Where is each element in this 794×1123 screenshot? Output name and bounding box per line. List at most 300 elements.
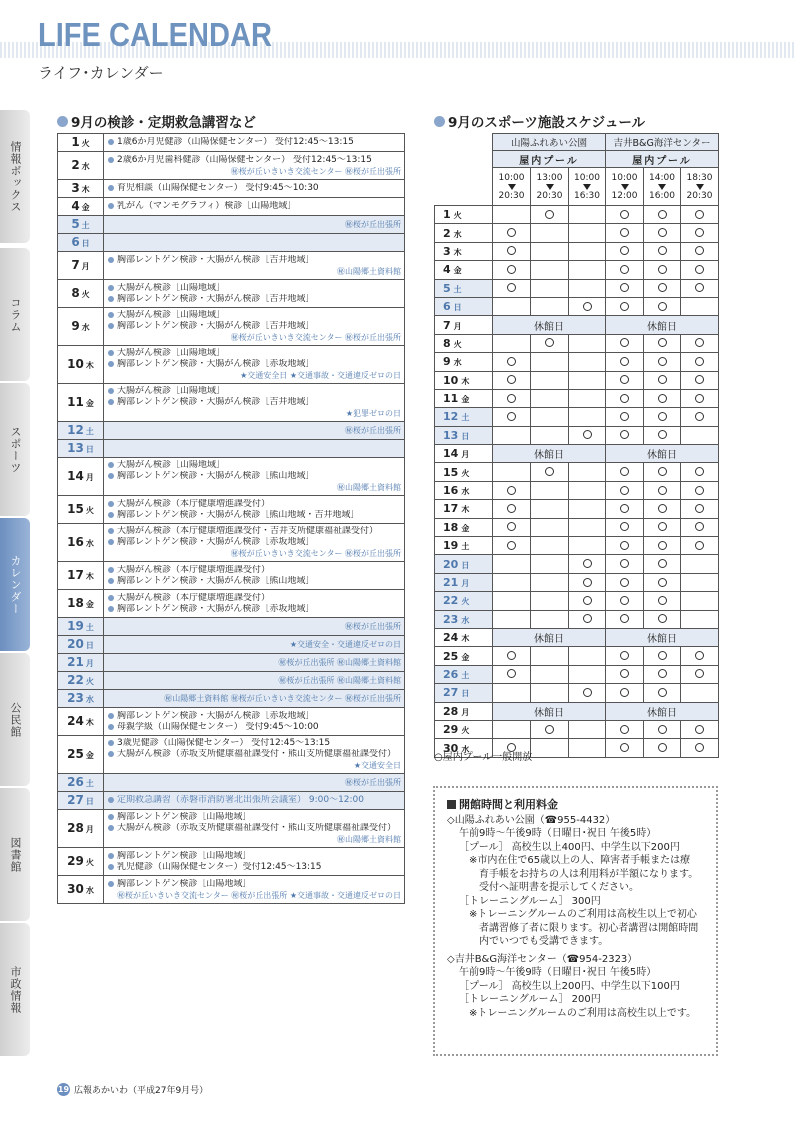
- event-item: [108, 722, 401, 733]
- calendar-events: [104, 384, 405, 422]
- weekday: 土: [85, 778, 94, 788]
- time-end: 12:00: [611, 190, 638, 201]
- slot-cell: [493, 610, 531, 628]
- day-number: 15: [67, 501, 84, 516]
- calendar-row: [58, 690, 405, 708]
- info-heading: [447, 798, 706, 812]
- event-text: 1歳6か月児健診（山陽保健センター） 受付12:45～13:15: [117, 137, 354, 147]
- weekday: 金: [85, 750, 94, 760]
- weekday: 水: [85, 538, 94, 548]
- day-number: 23: [443, 612, 459, 626]
- weekday: 水: [81, 322, 90, 332]
- event-text: 胸部レントゲン検診［山陽地域］: [117, 850, 252, 861]
- weekday: 土: [461, 413, 470, 423]
- slot-cell: [493, 279, 531, 297]
- day-number: 26: [67, 774, 84, 789]
- bullet-icon: [108, 864, 114, 870]
- sports-date: [435, 206, 493, 224]
- calendar-row: [58, 590, 405, 618]
- weekday: 月: [85, 472, 94, 482]
- weekday: 火: [461, 597, 470, 607]
- calendar-row: [58, 496, 405, 524]
- closed-cell: 休館日: [493, 702, 606, 720]
- slot-cell: [606, 665, 644, 683]
- event-text: 胸部レントゲン検診・大腸がん検診［吉井地域］: [117, 397, 315, 407]
- event-text: 大腸がん検診［山陽地域］: [117, 386, 226, 396]
- slot-cell: [681, 647, 719, 665]
- slot-cell: [531, 500, 569, 518]
- sports-date: [435, 353, 493, 371]
- weekday: 木: [85, 571, 94, 581]
- bullet-icon: [108, 361, 114, 367]
- bullet-icon: [108, 853, 114, 859]
- slot-cell: [681, 426, 719, 444]
- slot-cell: [681, 720, 719, 738]
- slot-cell: [493, 518, 531, 536]
- calendar-events: [104, 708, 405, 736]
- open-circle-icon: [695, 265, 704, 274]
- sports-row: [435, 206, 719, 224]
- day-number: 25: [67, 746, 84, 761]
- open-circle-icon: [658, 357, 667, 366]
- weekday: 金: [461, 523, 470, 533]
- event-text: 2歳6か月児歯科健診（山陽保健センター） 受付12:45～13:15: [117, 154, 372, 165]
- sports-date: [435, 408, 493, 426]
- day-number: 1: [71, 134, 80, 149]
- closed-cell: 休館日: [606, 316, 719, 334]
- event-text: 大腸がん検診（本庁健康増進課受付・吉井支所健康福祉課受付）: [117, 526, 379, 536]
- day-number: 6: [71, 234, 80, 249]
- time-slot: [681, 168, 719, 206]
- calendar-date: [58, 736, 104, 774]
- closure-note: ㊙桜が丘いきいき交流センター ㊙桜が丘出張所: [230, 333, 401, 342]
- slot-cell: [681, 665, 719, 683]
- open-circle-icon: [695, 669, 704, 678]
- calendar-date: [58, 774, 104, 792]
- sports-date: [435, 702, 493, 720]
- closure-note: ㊙山陽郷土資料館: [337, 266, 401, 276]
- slot-cell: [493, 242, 531, 260]
- closure-note: ㊙桜が丘いきいき交流センター ㊙桜が丘出張所: [230, 549, 401, 558]
- time-slot: [606, 168, 644, 206]
- open-circle-icon: [695, 246, 704, 255]
- day-number: 8: [443, 336, 451, 350]
- bullet-icon: [108, 501, 114, 507]
- slot-cell: [644, 279, 681, 297]
- slot-cell: [681, 334, 719, 352]
- event-text: 大腸がん検診（本庁健康増進課受付）: [117, 564, 271, 575]
- closed-cell: 休館日: [606, 445, 719, 463]
- info-line: ［トレーニングルーム］ 200円: [459, 994, 601, 1005]
- bullet-icon: [108, 312, 114, 318]
- slot-cell: [493, 481, 531, 499]
- slot-cell: [569, 408, 606, 426]
- pool-label: 屋内プール: [493, 151, 606, 168]
- weekday: 月: [85, 658, 94, 668]
- sports-row: [435, 518, 719, 536]
- weekday: 木: [453, 247, 462, 257]
- weekday: 水: [453, 358, 462, 368]
- side-tab-label: 情報ボックス: [9, 140, 22, 213]
- event-item: [108, 593, 401, 604]
- slot-cell: [606, 242, 644, 260]
- weekday: 木: [81, 184, 90, 194]
- calendar-events: [104, 280, 405, 308]
- day-number: 24: [67, 713, 84, 728]
- open-circle-icon: [507, 228, 516, 237]
- day-number: 17: [67, 567, 84, 582]
- slot-cell: [531, 389, 569, 407]
- calendar-events: [104, 690, 405, 708]
- info-line: ◇吉井B&G海洋センター（☎954-2323）: [447, 953, 638, 965]
- bullet-icon: [108, 512, 114, 518]
- info-line: ［プール］ 高校生以上200円、中学生以下100円: [459, 980, 680, 992]
- event-item: [108, 255, 401, 266]
- bullet-icon: [108, 350, 114, 356]
- open-circle-icon: [695, 394, 704, 403]
- day-number: 11: [443, 392, 459, 406]
- closed-cell: 休館日: [606, 702, 719, 720]
- event-item: [108, 359, 401, 370]
- slot-cell: [531, 647, 569, 665]
- day-number: 23: [67, 690, 84, 705]
- slot-cell: [606, 371, 644, 389]
- slot-cell: [606, 279, 644, 297]
- time-slot: [644, 168, 681, 206]
- open-circle-icon: [507, 412, 516, 421]
- slot-cell: [569, 481, 606, 499]
- day-number: 21: [67, 654, 84, 669]
- open-circle-icon: [507, 394, 516, 403]
- slot-cell: [681, 684, 719, 702]
- slot-cell: [681, 573, 719, 591]
- calendar-events: [104, 736, 405, 774]
- slot-cell: [531, 297, 569, 315]
- side-tab-label: コラム: [9, 296, 22, 333]
- open-circle-icon: [658, 651, 667, 660]
- weekday: 水: [81, 161, 90, 171]
- day-number: 29: [443, 723, 459, 737]
- info-heading-text: 開館時間と利用料金: [459, 798, 558, 811]
- side-tab[interactable]: [0, 653, 30, 786]
- sports-row: [435, 537, 719, 555]
- slot-cell: [531, 518, 569, 536]
- calendar-row: [58, 252, 405, 280]
- open-circle-icon: [695, 725, 704, 734]
- pool-label: 屋内プール: [606, 151, 719, 168]
- open-circle-icon: [620, 541, 629, 550]
- event-item: [108, 537, 401, 548]
- slot-cell: [493, 224, 531, 242]
- bullet-icon: [108, 203, 114, 209]
- calendar-heading: [57, 111, 256, 131]
- slot-cell: [531, 242, 569, 260]
- event-text: 胸部レントゲン検診・大腸がん検診［吉井地域］: [117, 254, 315, 265]
- calendar-date: [58, 134, 104, 152]
- closure-note: ㊙桜が丘いきいき交流センター ㊙桜が丘出張所: [230, 166, 401, 176]
- calendar-date: [58, 708, 104, 736]
- day-number: 28: [443, 704, 459, 718]
- sports-date: [435, 720, 493, 738]
- weekday: 土: [453, 284, 462, 294]
- event-item: [108, 155, 401, 166]
- slot-cell: [606, 647, 644, 665]
- slot-cell: [606, 720, 644, 738]
- event-text: 大腸がん検診［山陽地域］: [117, 348, 226, 358]
- open-circle-icon: [620, 651, 629, 660]
- slot-cell: [531, 555, 569, 573]
- closure-note: ㊙桜が丘出張所: [345, 622, 401, 631]
- bullet-icon: [108, 740, 114, 746]
- open-circle-icon: [583, 688, 592, 697]
- slot-cell: [493, 720, 531, 738]
- side-tab[interactable]: [0, 110, 30, 243]
- event-item: [108, 510, 401, 521]
- side-tab[interactable]: [0, 518, 30, 651]
- day-number: 13: [443, 428, 459, 442]
- calendar-date: [58, 234, 104, 252]
- calendar-date: [58, 876, 104, 904]
- side-tab[interactable]: [0, 383, 30, 516]
- slot-cell: [681, 500, 719, 518]
- weekday: 水: [85, 885, 94, 895]
- open-circle-icon: [695, 651, 704, 660]
- slot-cell: [569, 684, 606, 702]
- open-circle-icon: [507, 375, 516, 384]
- event-text: 大腸がん検診［山陽地域］: [117, 310, 226, 320]
- weekday: 木: [85, 717, 94, 727]
- open-circle-icon: [620, 669, 629, 678]
- day-number: 10: [67, 356, 84, 371]
- open-circle-icon: [620, 504, 629, 513]
- bullet-icon: [108, 399, 114, 405]
- slot-cell: [681, 279, 719, 297]
- open-circle-icon: [620, 578, 629, 587]
- info-line: 育手帳をお持ちの人は利用料が半額になります。: [479, 868, 699, 880]
- sports-date: [435, 647, 493, 665]
- slot-cell: [569, 353, 606, 371]
- calendar-events: [104, 234, 405, 252]
- day-number: 20: [443, 557, 459, 571]
- calendar-date: [58, 308, 104, 346]
- bullet-icon: [108, 473, 114, 479]
- slot-cell: [644, 573, 681, 591]
- day-number: 20: [67, 636, 84, 651]
- open-circle-icon: [507, 486, 516, 495]
- open-circle-icon: [658, 283, 667, 292]
- event-text: 胸部レントゲン検診・大腸がん検診［赤坂地域］: [117, 603, 315, 614]
- open-circle-icon: [620, 430, 629, 439]
- open-circle-icon: [658, 559, 667, 568]
- sports-row: [435, 555, 719, 573]
- event-text: 胸部レントゲン検診・大腸がん検診［熊山地域・吉井地域］: [117, 509, 360, 520]
- weekday: 火: [461, 726, 470, 736]
- time-end: 16:30: [574, 190, 600, 201]
- open-circle-icon: [583, 430, 592, 439]
- slot-cell: [606, 353, 644, 371]
- side-tab-label: 市政情報: [9, 965, 22, 1014]
- closure-note: ㊙桜が丘出張所: [345, 426, 401, 435]
- day-number: 5: [443, 281, 451, 295]
- sports-row: [435, 316, 719, 334]
- calendar-date: [58, 180, 104, 198]
- bullet-icon: [108, 595, 114, 601]
- open-circle-icon: [620, 688, 629, 697]
- open-circle-icon: [507, 669, 516, 678]
- weekday: 金: [81, 202, 90, 212]
- open-circle-icon: [695, 283, 704, 292]
- closure-note: ㊙桜が丘出張所: [345, 220, 401, 229]
- closure-note: ㊙桜が丘出張所: [345, 778, 401, 787]
- time-start: 18:30: [686, 172, 713, 183]
- side-tab[interactable]: [0, 248, 30, 381]
- open-circle-icon: [583, 559, 592, 568]
- slot-cell: [644, 555, 681, 573]
- slot-cell: [606, 481, 644, 499]
- slot-cell: [569, 537, 606, 555]
- slot-cell: [493, 297, 531, 315]
- slot-cell: [644, 610, 681, 628]
- weekday: 金: [461, 395, 470, 405]
- weekday: 木: [461, 634, 470, 644]
- weekday: 月: [81, 261, 90, 271]
- sports-row: [435, 279, 719, 297]
- open-circle-icon: [620, 338, 629, 347]
- calendar-events: [104, 672, 405, 690]
- weekday: 火: [81, 138, 90, 148]
- slot-cell: [569, 426, 606, 444]
- slot-cell: [681, 739, 719, 757]
- open-circle-icon: [658, 596, 667, 605]
- slot-cell: [606, 500, 644, 518]
- bullet-icon: [108, 185, 114, 191]
- sports-date: [435, 555, 493, 573]
- open-circle-icon: [658, 265, 667, 274]
- bullet-icon: [108, 797, 114, 803]
- calendar-date: [58, 252, 104, 280]
- slot-cell: [493, 426, 531, 444]
- sports-row: [435, 720, 719, 738]
- open-circle-icon: [658, 578, 667, 587]
- open-circle-icon: [658, 669, 667, 678]
- open-circle-icon: [658, 246, 667, 255]
- open-circle-icon: [658, 486, 667, 495]
- event-item: [108, 321, 401, 332]
- info-line: ［プール］ 高校生以上400円、中学生以下200円: [459, 841, 680, 853]
- calendar-events: [104, 216, 405, 234]
- event-item: [108, 460, 401, 471]
- weekday: 土: [461, 670, 470, 680]
- weekday: 水: [85, 694, 94, 704]
- calendar-row: [58, 134, 405, 152]
- slot-cell: [493, 573, 531, 591]
- open-circle-icon: [507, 357, 516, 366]
- side-tab-label: カレンダー: [9, 554, 22, 615]
- slot-cell: [493, 389, 531, 407]
- slot-cell: [644, 261, 681, 279]
- open-circle-icon: [545, 725, 554, 734]
- event-item: [108, 201, 401, 212]
- calendar-events: [104, 810, 405, 848]
- slot-cell: [644, 537, 681, 555]
- slot-cell: [531, 279, 569, 297]
- open-circle-icon: [545, 338, 554, 347]
- open-circle-icon: [658, 541, 667, 550]
- bullet-icon: [108, 323, 114, 329]
- sports-row: [435, 665, 719, 683]
- slot-cell: [606, 684, 644, 702]
- calendar-events: [104, 876, 405, 904]
- side-tab-label: 公民館: [9, 701, 22, 738]
- bullet-icon: [108, 751, 114, 757]
- calendar-row: [58, 654, 405, 672]
- open-circle-icon: [658, 302, 667, 311]
- open-circle-icon: [695, 338, 704, 347]
- closure-note: ★交通安全日 ★交通事故・交通違反ゼロの日: [240, 371, 401, 380]
- day-number: 4: [443, 263, 451, 277]
- calendar-row: [58, 280, 405, 308]
- slot-cell: [531, 537, 569, 555]
- slot-cell: [531, 408, 569, 426]
- slot-cell: [569, 224, 606, 242]
- sports-date: [435, 684, 493, 702]
- bullet-icon: [434, 116, 445, 127]
- slot-cell: [606, 592, 644, 610]
- calendar-date: [58, 636, 104, 654]
- time-start: 13:00: [536, 172, 563, 183]
- slot-cell: [606, 224, 644, 242]
- slot-cell: [569, 573, 606, 591]
- closed-cell: 休館日: [493, 316, 606, 334]
- open-circle-icon: [658, 394, 667, 403]
- slot-cell: [606, 463, 644, 481]
- weekday: 金: [85, 398, 94, 408]
- day-number: 6: [443, 300, 451, 314]
- open-circle-icon: [658, 614, 667, 623]
- slot-cell: [681, 371, 719, 389]
- bullet-icon: [108, 724, 114, 730]
- sports-row: [435, 500, 719, 518]
- slot-cell: [569, 647, 606, 665]
- weekday: 火: [453, 211, 462, 221]
- open-circle-icon: [620, 302, 629, 311]
- bullet-icon: [108, 157, 114, 163]
- weekday: 木: [85, 360, 94, 370]
- calendar-events: [104, 134, 405, 152]
- calendar-events: [104, 524, 405, 562]
- side-tab[interactable]: [0, 788, 30, 921]
- sports-date: [435, 242, 493, 260]
- slot-cell: [606, 261, 644, 279]
- slot-cell: [569, 665, 606, 683]
- page-number: 19: [57, 1085, 70, 1094]
- weekday: 土: [81, 220, 90, 230]
- slot-cell: [681, 261, 719, 279]
- weekday: 月: [461, 450, 470, 460]
- side-tab[interactable]: [0, 923, 30, 1056]
- event-item: [108, 499, 401, 510]
- slot-cell: [681, 555, 719, 573]
- slot-cell: [569, 610, 606, 628]
- event-item: [108, 576, 401, 587]
- calendar-row: [58, 708, 405, 736]
- sports-row: [435, 481, 719, 499]
- sports-row: [435, 408, 719, 426]
- weekday: 月: [453, 321, 462, 331]
- slot-cell: [493, 206, 531, 224]
- weekday: 木: [461, 505, 470, 515]
- arrow-down-icon: [546, 184, 554, 190]
